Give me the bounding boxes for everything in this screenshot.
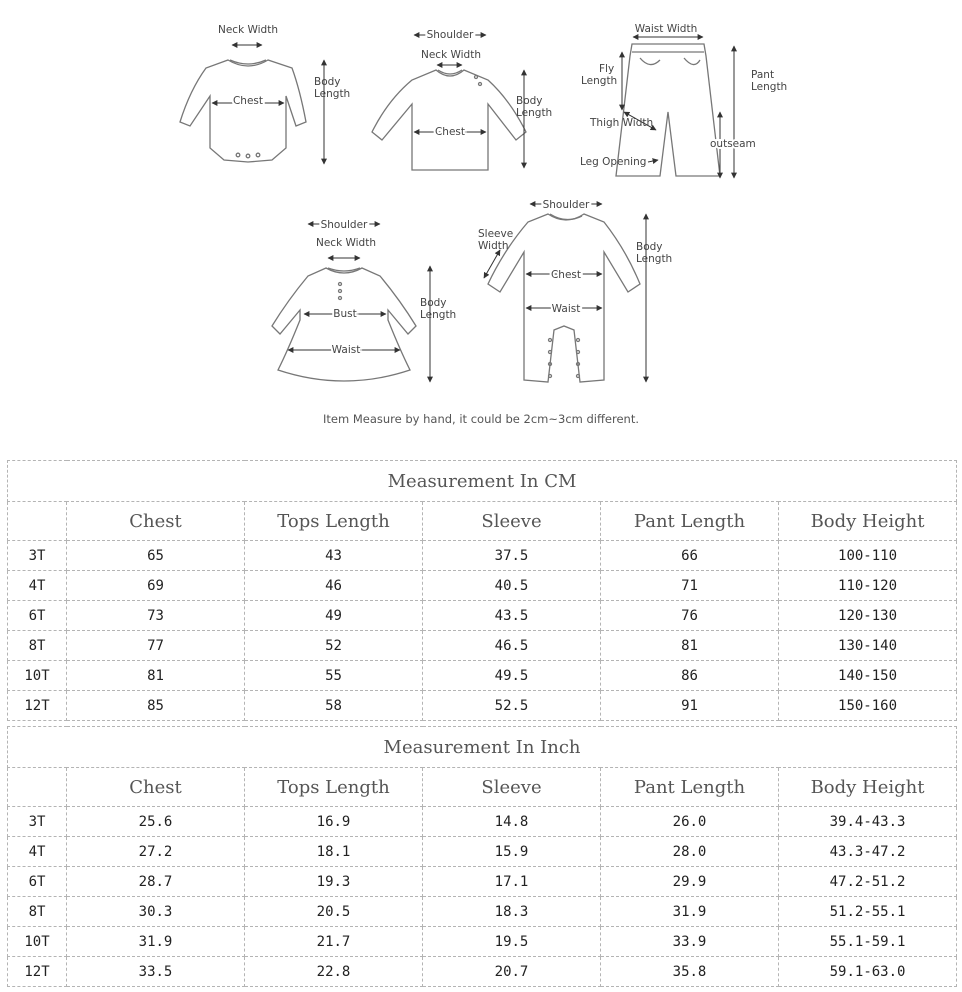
table-cell: 27.2 — [67, 837, 245, 867]
pants-pant-length-label: Length — [751, 81, 788, 93]
table-cell: 52.5 — [423, 691, 601, 721]
table-cell: 43.5 — [423, 601, 601, 631]
bodysuit-length-label: Length — [314, 88, 351, 100]
table-cell: 30.3 — [67, 897, 245, 927]
pants-waist-width-label: Waist Width — [634, 23, 698, 35]
table-cell: 43 — [245, 541, 423, 571]
table-cell: 69 — [67, 571, 245, 601]
table-cell: 65 — [67, 541, 245, 571]
table-cell: 47.2-51.2 — [779, 867, 957, 897]
romper-shoulder-label: Shoulder — [542, 199, 590, 211]
table-row — [8, 601, 957, 631]
table-row — [8, 571, 957, 601]
table-cell: 33.9 — [601, 927, 779, 957]
table-cell: 17.1 — [423, 867, 601, 897]
table-cell: 39.4-43.3 — [779, 807, 957, 837]
top-chest-label: Chest — [434, 126, 466, 138]
romper-body-label: Body — [636, 241, 663, 253]
header-cell: Tops Length — [245, 502, 423, 541]
table-cell: 43.3-47.2 — [779, 837, 957, 867]
table-cell: 140-150 — [779, 661, 957, 691]
dress-body-label: Body — [420, 297, 447, 309]
table-cell: 22.8 — [245, 957, 423, 987]
table-cell: 85 — [67, 691, 245, 721]
header-cell — [8, 502, 67, 541]
table-cell: 15.9 — [423, 837, 601, 867]
table-cell: 28.7 — [67, 867, 245, 897]
table-cell: 73 — [67, 601, 245, 631]
table-cell: 40.5 — [423, 571, 601, 601]
table-cell: 86 — [601, 661, 779, 691]
size-cell: 6T — [8, 601, 67, 631]
table-row — [8, 661, 957, 691]
top-body-label: Body — [516, 95, 543, 107]
table-cell: 18.3 — [423, 897, 601, 927]
bodysuit-illustration — [180, 60, 306, 162]
romper-length-label: Length — [636, 253, 673, 265]
romper-waist-label: Waist — [551, 303, 581, 315]
table-cell: 150-160 — [779, 691, 957, 721]
table-cell: 46 — [245, 571, 423, 601]
romper-sleeve-width-label: Width — [478, 240, 509, 252]
romper-sleeve-label: Sleeve — [478, 228, 514, 240]
table-cell: 46.5 — [423, 631, 601, 661]
size-cell: 6T — [8, 867, 67, 897]
table-cell: 59.1-63.0 — [779, 957, 957, 987]
table-row — [8, 631, 957, 661]
table-cell: 29.9 — [601, 867, 779, 897]
table-cell: 28.0 — [601, 837, 779, 867]
table-cell: 20.7 — [423, 957, 601, 987]
size-cell: 8T — [8, 631, 67, 661]
table-cell: 14.8 — [423, 807, 601, 837]
measurement-arrows — [212, 35, 734, 382]
table-cell: 81 — [601, 631, 779, 661]
table-cell: 100-110 — [779, 541, 957, 571]
dress-waist-label: Waist — [331, 344, 361, 356]
pants-thigh-width-label: Thigh Width — [590, 117, 654, 129]
pants-pant-label: Pant — [751, 69, 775, 81]
top-length-label: Length — [516, 107, 553, 119]
top-illustration — [372, 70, 526, 170]
table-cell: 18.1 — [245, 837, 423, 867]
table-cell: 110-120 — [779, 571, 957, 601]
table-cell: 51.2-55.1 — [779, 897, 957, 927]
dress-length-label: Length — [420, 309, 457, 321]
table-cell: 66 — [601, 541, 779, 571]
size-cell: 12T — [8, 957, 67, 987]
table-header-row — [8, 502, 957, 541]
measurement-diagrams — [0, 0, 962, 440]
header-cell: Pant Length — [601, 502, 779, 541]
size-cell: 10T — [8, 661, 67, 691]
top-shoulder-label: Shoulder — [426, 29, 474, 41]
size-cell: 12T — [8, 691, 67, 721]
romper-chest-label: Chest — [550, 269, 582, 281]
dress-bust-label: Bust — [333, 308, 357, 320]
header-cell — [8, 768, 67, 807]
table-cell: 49.5 — [423, 661, 601, 691]
measurement-note: Item Measure by hand, it could be 2cm~3cm different. — [322, 412, 640, 426]
header-cell: Body Height — [779, 502, 957, 541]
bodysuit-neck-width-label: Neck Width — [217, 24, 279, 36]
table-cell: 49 — [245, 601, 423, 631]
table-cell: 19.3 — [245, 867, 423, 897]
table-cell: 31.9 — [67, 927, 245, 957]
header-cell: Chest — [67, 768, 245, 807]
table-cell: 19.5 — [423, 927, 601, 957]
table-row — [8, 807, 957, 837]
table-cell: 55 — [245, 661, 423, 691]
table-row — [8, 927, 957, 957]
size-cell: 4T — [8, 571, 67, 601]
pants-leg-opening-label: Leg Opening — [580, 156, 647, 168]
table-cell: 21.7 — [245, 927, 423, 957]
bodysuit-chest-label: Chest — [232, 95, 264, 107]
table-cell: 16.9 — [245, 807, 423, 837]
table-cell: 35.8 — [601, 957, 779, 987]
size-cell: 4T — [8, 837, 67, 867]
table-cell: 25.6 — [67, 807, 245, 837]
table-cell: 20.5 — [245, 897, 423, 927]
table-title: Measurement In CM — [8, 461, 957, 502]
table-cell: 33.5 — [67, 957, 245, 987]
pants-outseam-label: outseam — [710, 138, 756, 150]
table-cell: 37.5 — [423, 541, 601, 571]
dress-neck-width-label: Neck Width — [315, 237, 377, 249]
cm-size-table — [7, 460, 957, 721]
table-cell: 77 — [67, 631, 245, 661]
table-row — [8, 541, 957, 571]
top-neck-width-label: Neck Width — [420, 49, 482, 61]
table-cell: 91 — [601, 691, 779, 721]
size-cell: 3T — [8, 807, 67, 837]
bodysuit-body-label: Body — [314, 76, 341, 88]
header-cell: Tops Length — [245, 768, 423, 807]
table-cell: 52 — [245, 631, 423, 661]
table-cell: 31.9 — [601, 897, 779, 927]
dress-illustration — [272, 268, 416, 381]
header-cell: Sleeve — [423, 768, 601, 807]
table-title: Measurement In Inch — [8, 727, 957, 768]
header-cell: Pant Length — [601, 768, 779, 807]
table-cell: 81 — [67, 661, 245, 691]
table-row — [8, 867, 957, 897]
table-row — [8, 897, 957, 927]
header-cell: Sleeve — [423, 502, 601, 541]
size-cell: 3T — [8, 541, 67, 571]
inch-size-table — [7, 726, 957, 987]
table-cell: 120-130 — [779, 601, 957, 631]
table-row — [8, 691, 957, 721]
header-cell: Chest — [67, 502, 245, 541]
table-cell: 26.0 — [601, 807, 779, 837]
table-cell: 71 — [601, 571, 779, 601]
table-row — [8, 837, 957, 867]
size-cell: 10T — [8, 927, 67, 957]
pants-fly-length-label: Length — [581, 75, 618, 87]
table-cell: 130-140 — [779, 631, 957, 661]
pants-fly-label: Fly — [599, 63, 615, 75]
dress-shoulder-label: Shoulder — [320, 219, 368, 231]
table-cell: 58 — [245, 691, 423, 721]
size-cell: 8T — [8, 897, 67, 927]
header-cell: Body Height — [779, 768, 957, 807]
table-header-row — [8, 768, 957, 807]
table-row — [8, 957, 957, 987]
table-cell: 55.1-59.1 — [779, 927, 957, 957]
table-cell: 76 — [601, 601, 779, 631]
